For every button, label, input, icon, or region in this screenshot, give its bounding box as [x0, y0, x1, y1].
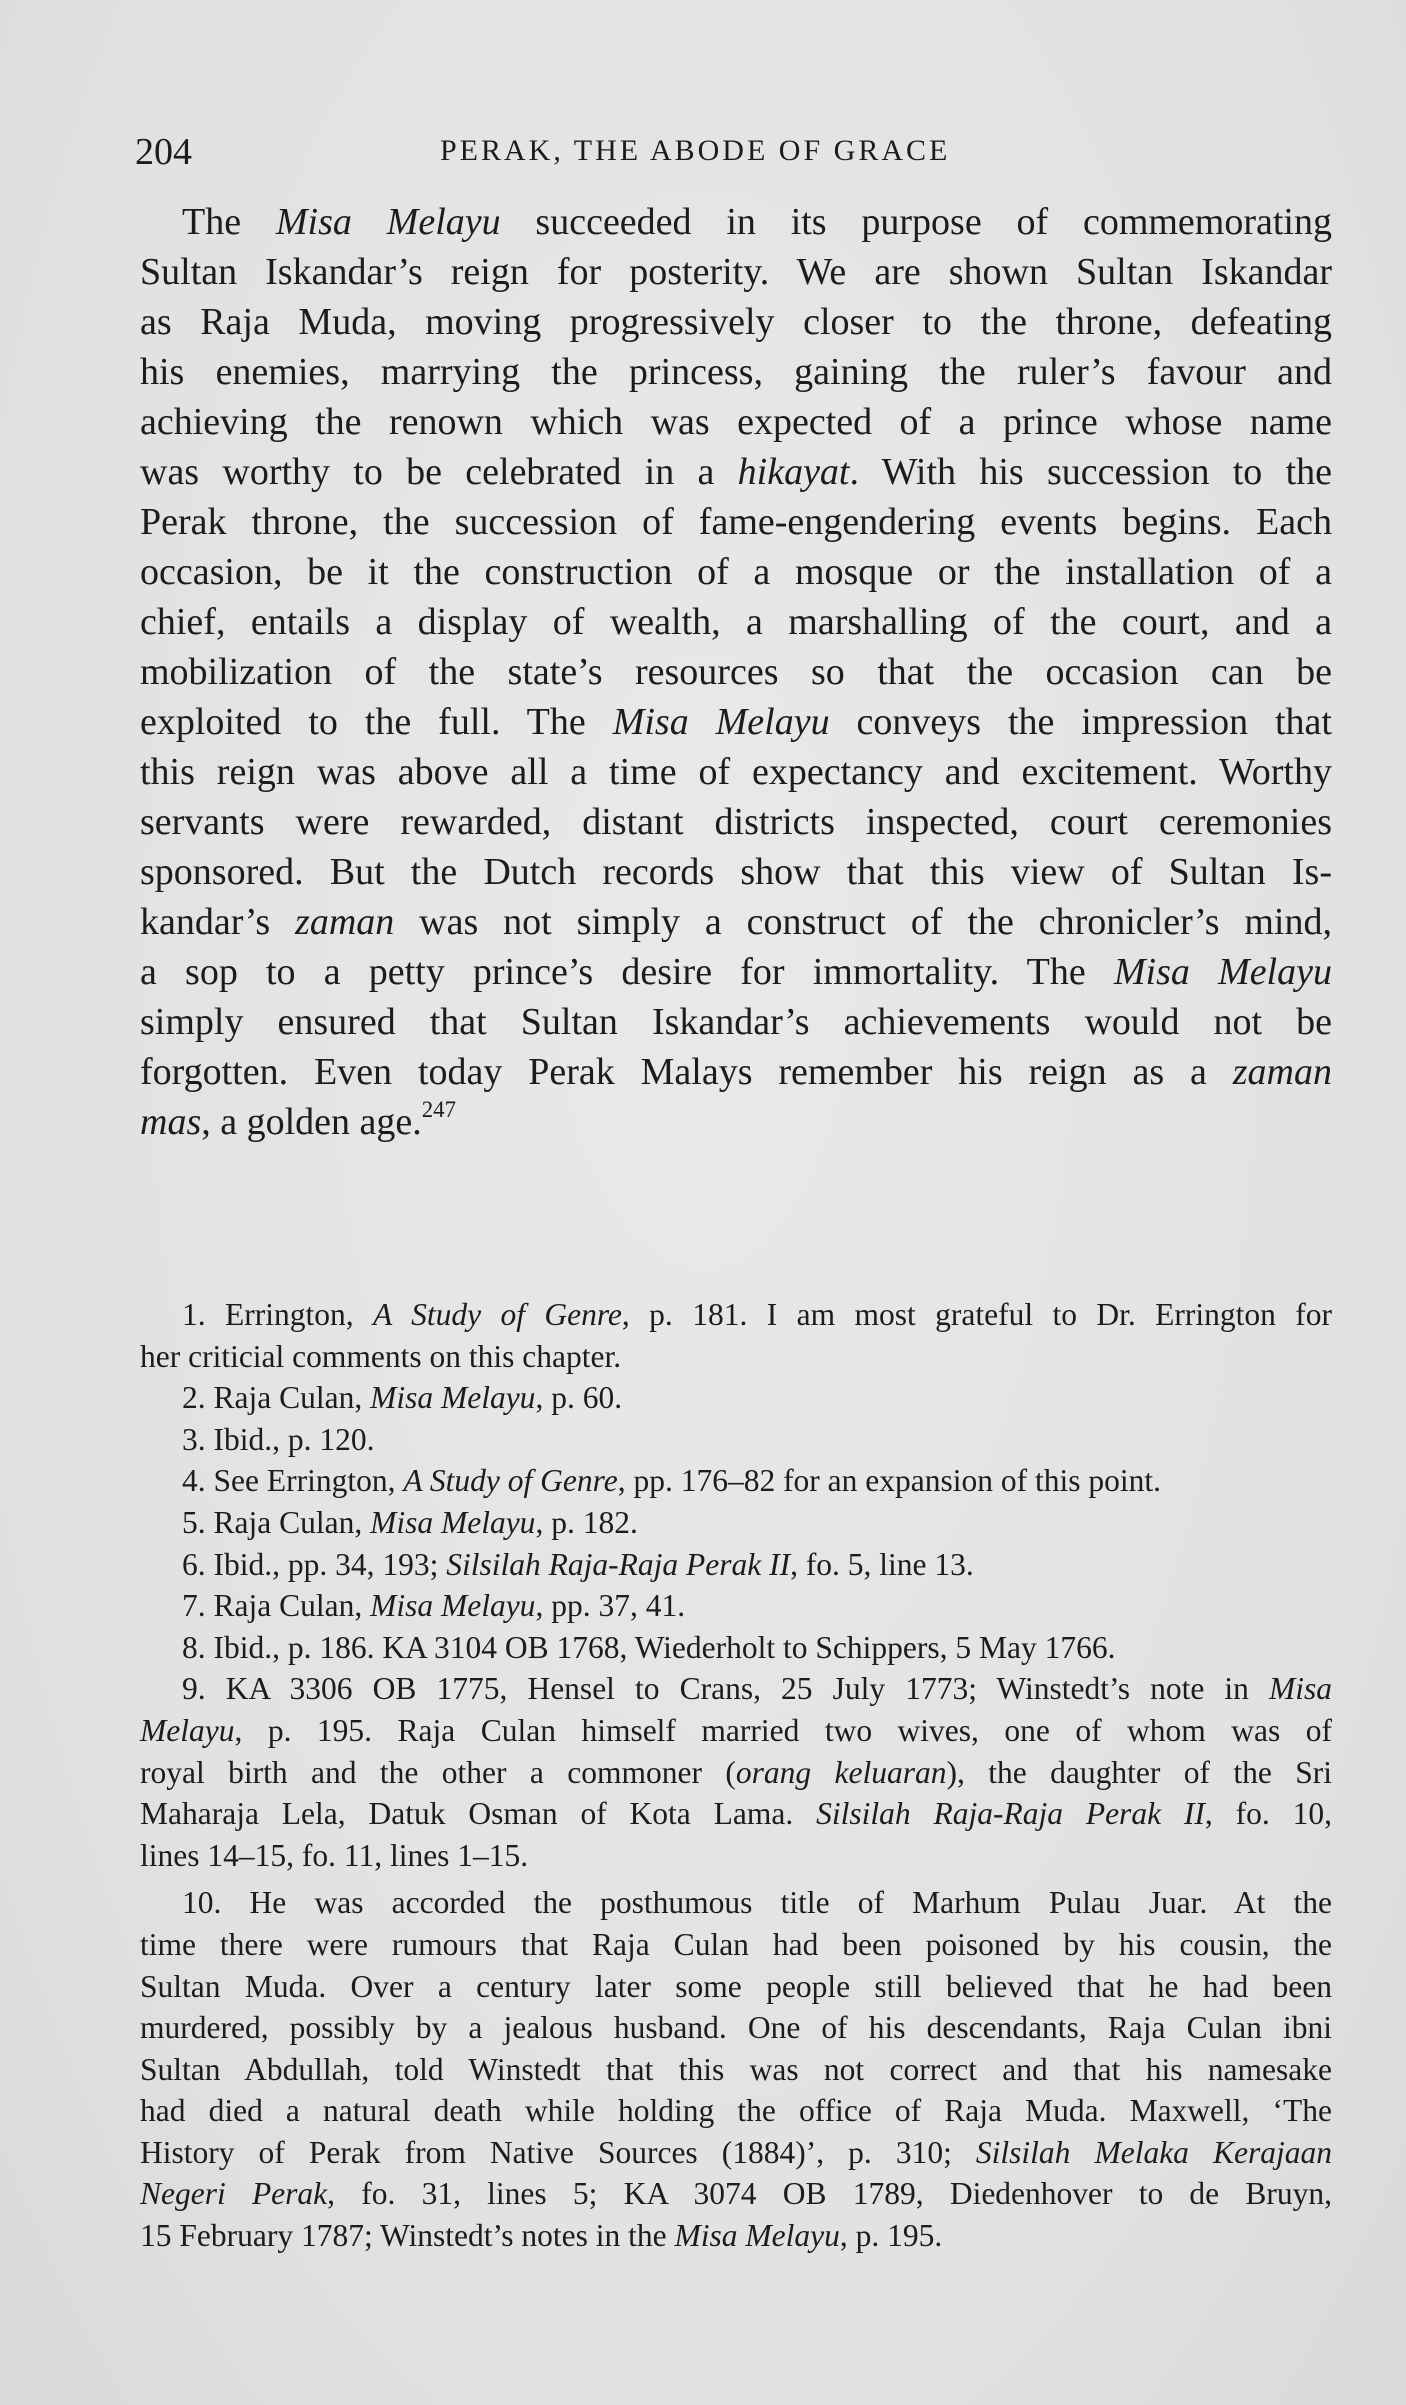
text: 8. Ibid., p. 186. KA 3104 OB 1768, Wiederholt to Schippers, 5 May 1766. [182, 1629, 1116, 1665]
italic-text: hikayat [737, 451, 850, 493]
text: , pp. 37, 41. [535, 1588, 686, 1624]
italic-text: Misa Melayu [370, 1588, 536, 1624]
footnote [140, 1377, 1332, 1419]
text-line [140, 1502, 1332, 1544]
footnote [140, 1294, 1332, 1377]
text-line [140, 1294, 1332, 1336]
footnote [140, 1502, 1332, 1544]
text: as Raja Muda, moving progressively closer to the throne, defeating [140, 301, 1332, 343]
text-line [140, 2007, 1332, 2049]
italic-text: mas [140, 1101, 202, 1143]
italic-text: Misa Melayu [612, 701, 830, 743]
text: had died a natural death while holding the office of Raja Muda. Maxwell, ‘The [140, 2093, 1332, 2129]
text: time there were rumours that Raja Culan had been poisoned by his cousin, the [140, 1926, 1332, 1962]
text-line [140, 1544, 1332, 1586]
text: 15 February 1787; Winstedt’s notes in the [140, 2218, 675, 2254]
text: this reign was above all a time of expectancy and excitement. Worthy [140, 751, 1332, 793]
text-line [140, 1419, 1332, 1461]
text: The [182, 201, 276, 243]
text: kandar’s [140, 901, 296, 943]
italic-text: zaman [295, 901, 395, 943]
text-line [140, 1336, 1332, 1378]
text: 6. Ibid., pp. 34, 193; [182, 1546, 447, 1582]
body-text [140, 197, 1332, 1147]
italic-text: Misa Melayu [370, 1504, 536, 1540]
italic-text: zaman [1232, 1051, 1332, 1093]
text-line [140, 1793, 1332, 1835]
italic-text: Misa Melayu [275, 201, 501, 243]
text: mobilization of the state’s resources so that the occasion can be [140, 651, 1332, 693]
footnotes [140, 1294, 1332, 2257]
text-line [140, 1835, 1332, 1877]
footnote [140, 1419, 1332, 1461]
text: ), the daughter of the Sri [946, 1754, 1332, 1790]
text-line [140, 2049, 1332, 2091]
footnote-reference: 247 [421, 1096, 456, 1122]
footnote [140, 1882, 1332, 2256]
text: exploited to the full. The [140, 701, 613, 743]
footnote [140, 1627, 1332, 1669]
text: Sultan Abdullah, told Winstedt that this was not correct and that his namesake [140, 2051, 1332, 2087]
italic-text: A Study of Genre [403, 1463, 618, 1499]
footnote [140, 1585, 1332, 1627]
text: his enemies, marrying the princess, gaining the ruler’s favour and [140, 351, 1332, 393]
italic-text: Silsilah Raja-Raja Perak II [446, 1546, 791, 1582]
text: 9. KA 3306 OB 1775, Hensel to Crans, 25 July 1773; Winstedt’s note in [182, 1671, 1269, 1707]
italic-text: Misa Melayu [1113, 951, 1332, 993]
text: , p. 195. Raja Culan himself married two wives, one of whom was of [234, 1712, 1332, 1748]
italic-text: Misa Melayu [674, 2218, 840, 2254]
text: , p. 195. [839, 2218, 943, 2254]
text: chief, entails a display of wealth, a marshalling of the court, and a [140, 601, 1332, 643]
text: . With his succession to the [849, 451, 1333, 493]
running-title: PERAK, THE ABODE OF GRACE [440, 134, 951, 167]
text-line [140, 1627, 1332, 1669]
text: was worthy to be celebrated in a [140, 451, 738, 493]
text-line [140, 497, 1332, 547]
text-line [140, 1097, 1332, 1147]
text-line [140, 1668, 1332, 1710]
text: , fo. 5, line 13. [790, 1546, 974, 1582]
text: 10. He was accorded the posthumous title of Marhum Pulau Juar. At the [182, 1885, 1332, 1921]
text-line [140, 1460, 1332, 1502]
footnote [140, 1544, 1332, 1586]
text: forgotten. Even today Perak Malays remember his reign as a [140, 1051, 1233, 1093]
italic-text: Misa [1269, 1671, 1332, 1707]
text-line [140, 797, 1332, 847]
text-line [140, 847, 1332, 897]
text: , fo. 31, lines 5; KA 3074 OB 1789, Diedenhover to de Bruyn, [327, 2176, 1333, 2212]
text-line [140, 397, 1332, 447]
text-line [140, 447, 1332, 497]
italic-text: Silsilah Melaka Kerajaan [975, 2134, 1332, 2170]
italic-text: Silsilah Raja-Raja Perak II [816, 1796, 1205, 1832]
text: Maharaja Lela, Datuk Osman of Kota Lama. [140, 1796, 817, 1832]
text: occasion, be it the construction of a mosque or the installation of a [140, 551, 1332, 593]
text: , p. 60. [535, 1380, 623, 1416]
text: Sultan Iskandar’s reign for posterity. We are shown Sultan Iskandar [140, 251, 1332, 293]
text-line [140, 747, 1332, 797]
text-line [140, 197, 1332, 247]
italic-text: Negeri Perak [140, 2176, 328, 2212]
text: , p. 181. I am most grateful to Dr. Errington for [621, 1297, 1332, 1332]
text-line [140, 1752, 1332, 1794]
italic-text: Misa Melayu [370, 1380, 536, 1416]
text-line [140, 2090, 1332, 2132]
text-line [140, 1882, 1332, 1924]
text: was not simply a construct of the chronicler’s mind, [394, 901, 1332, 943]
text: murdered, possibly by a jealous husband. One of his descendants, Raja Culan ibni [140, 2010, 1332, 2046]
paragraph [140, 197, 1332, 1147]
text-line [140, 1924, 1332, 1966]
text-line [140, 647, 1332, 697]
text-line [140, 697, 1332, 747]
text: conveys the impression that [829, 701, 1332, 743]
text-line [140, 247, 1332, 297]
text: royal birth and the other a commoner ( [140, 1754, 736, 1790]
footnote [140, 1460, 1332, 1502]
text: achieving the renown which was expected of a prince whose name [140, 401, 1332, 443]
text-line [140, 297, 1332, 347]
text: 3. Ibid., p. 120. [182, 1421, 375, 1457]
text: her criticial comments on this chapter. [140, 1338, 622, 1374]
page-number: 204 [135, 131, 192, 173]
text: Perak throne, the succession of fame-engendering events begins. Each [140, 501, 1332, 543]
text: succeeded in its purpose of commemorating [500, 201, 1332, 243]
footnote [140, 1668, 1332, 1876]
text: , fo. 10, [1204, 1796, 1333, 1832]
text-line [140, 547, 1332, 597]
text: a sop to a petty prince’s desire for immortality. The [140, 951, 1114, 993]
text-line [140, 1710, 1332, 1752]
text-line [140, 2215, 1332, 2257]
text-line [140, 1966, 1332, 2008]
text: Sultan Muda. Over a century later some people still believed that he had been [140, 1968, 1332, 2004]
text-line [140, 1047, 1332, 1097]
text-line [140, 1585, 1332, 1627]
text: sponsored. But the Dutch records show that this view of Sultan Is- [140, 851, 1332, 893]
text: History of Perak from Native Sources (1884)’, p. 310; [140, 2134, 976, 2170]
text: , pp. 176–82 for an expansion of this point. [617, 1463, 1162, 1499]
text-line [140, 997, 1332, 1047]
text: servants were rewarded, distant districts inspected, court ceremonies [140, 801, 1332, 843]
text-line [140, 2173, 1332, 2215]
text-line [140, 897, 1332, 947]
text-line [140, 2132, 1332, 2174]
italic-text: A Study of Genre [373, 1297, 622, 1332]
text: lines 14–15, fo. 11, lines 1–15. [140, 1837, 529, 1873]
text: 4. See Errington, [182, 1463, 404, 1499]
italic-text: orang keluaran [735, 1754, 947, 1790]
text: 5. Raja Culan, [182, 1504, 371, 1540]
text: 7. Raja Culan, [182, 1588, 371, 1624]
italic-text: Melayu [140, 1712, 235, 1748]
text-line [140, 1377, 1332, 1419]
text-line [140, 597, 1332, 647]
text: , a golden age. [201, 1101, 422, 1143]
text: 1. Errington, [182, 1297, 374, 1332]
text: , p. 182. [535, 1504, 638, 1540]
text: 2. Raja Culan, [182, 1380, 371, 1416]
text: simply ensured that Sultan Iskandar’s achievements would not be [140, 1001, 1332, 1043]
text-line [140, 347, 1332, 397]
text-line [140, 947, 1332, 997]
